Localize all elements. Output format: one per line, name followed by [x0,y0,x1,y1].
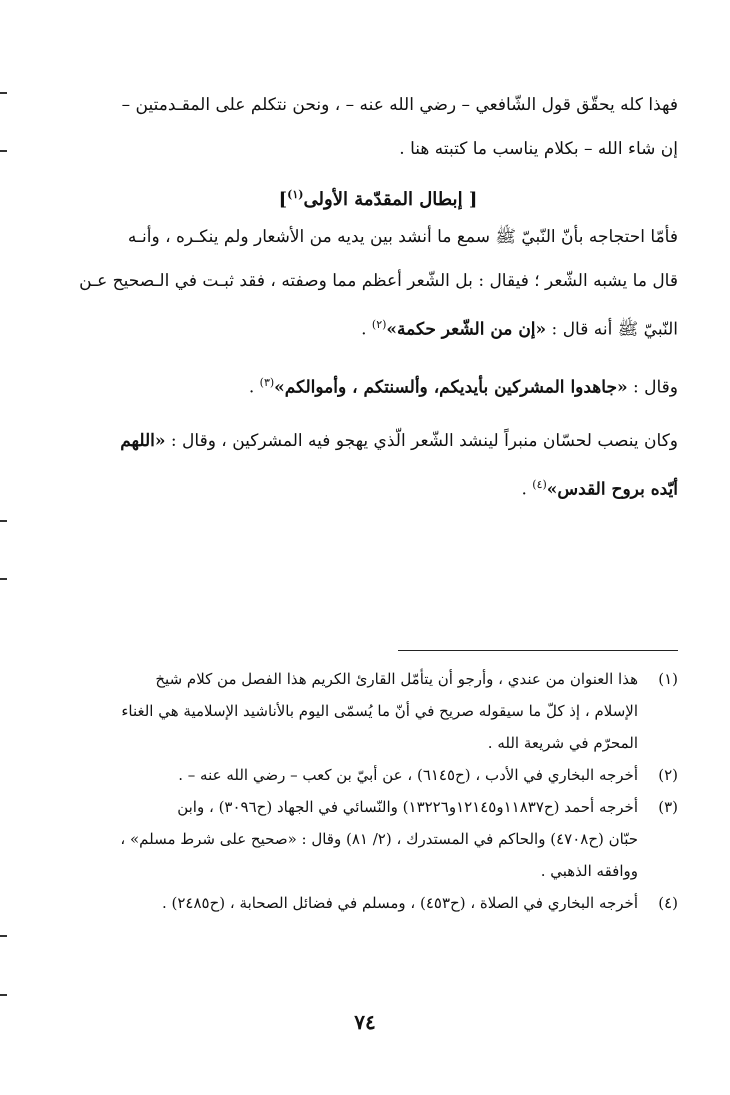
p3-end: . [248,377,260,398]
scan-mark [0,578,7,580]
footnote [78,888,678,920]
main-text [78,90,678,514]
footnote [78,792,678,888]
hadith-quote-3-end: أيّده بروح القدس» [546,479,678,500]
p4-line1 [78,426,678,470]
hadith-quote-2: «جاهدوا المشركين بأيديكم، وألسنتكم ، وأموالكم» [274,377,628,398]
footnote-line: أخرجه البخاري في الأدب ، (ح٦١٤٥) ، عن أبيّ بن كعب – رضي الله عنه – . [178,766,638,784]
p3-line [78,368,678,412]
heading-text: [ إبطال المقدّمة الأولى [303,189,478,210]
footnote-number: (٣) [658,798,678,816]
footnote-ref-2: (٢) [371,318,387,331]
p4-line2-end: . [521,479,533,500]
p2-line1: فأمّا احتجاجه بأنّ النّبيّ ﷺ سمع ما أنشد بين يديه من الأشعار ولم ينكـره ، وأنـه [127,227,678,247]
footnote-line: ووافقه الذهبي . [540,862,638,880]
scan-mark [0,92,7,94]
footnote [78,760,678,792]
footnote-line: أخرجه البخاري في الصلاة ، (ح٤٥٣) ، ومسلم في فضائل الصحابة ، (ح٢٤٨٥) . [161,894,638,912]
p1-line2: إن شاء الله – بكلام يناسب ما كتبته هنا . [399,139,678,159]
footnote-line: الإسلام ، إذ كلّ ما سيقوله صريح في أنّ ما يُسمّى اليوم بالأناشيد الإسلامية هي الغناء [121,702,638,720]
footnote-number: (١) [658,670,678,688]
footnotes [78,664,678,920]
page-number: ٧٤ [354,1010,376,1034]
heading-footnote-ref: (١) [287,188,304,201]
footnote-ref-4: (٤) [532,478,547,491]
footnote-number: (٤) [658,894,678,912]
scan-mark [0,150,7,152]
footnote-line: حبّان (ح٤٧٠٨) والحاكم في المستدرك ، (٢/ ٨١) وقال : «صحيح على شرط مسلم» ، [120,830,638,848]
p2-line3-pre: النّبيّ ﷺ أنه قال : [546,319,678,340]
footnote-line: المحرّم في شريعة الله . [487,734,638,752]
p2-line2: قال ما يشبه الشّعر ؛ فيقال : بل الشّعر أعظم مما وصفته ، فقد ثبـت في الـصحيح عـن [79,271,678,291]
p4-line1-pre: وكان ينصب لحسّان منبراً لينشد الشّعر الّذي يهجو فيه المشركين ، وقال : [165,431,678,451]
footnote [78,664,678,760]
p2-line3-end: . [361,319,372,340]
p3-pre: وقال : [627,377,678,398]
hadith-quote-3-start: «اللهم [120,431,166,451]
p4-line2 [78,470,678,514]
footnote-number: (٢) [658,766,678,784]
scan-mark [0,935,7,937]
p2-line3 [78,310,678,354]
footnote-line: أخرجه أحمد (ح١١٨٣٧و١٢١٤٥و١٣٢٢٦) والنّسائي في الجهاد (ح٣٠٩٦) ، وابن [177,798,638,816]
footnote-ref-3: (٣) [259,376,275,389]
section-heading [78,178,678,222]
footnote-divider [398,650,678,651]
p1-line1: فهذا كله يحقّق قول الشّافعي – رضي الله عنه – ، ونحن نتكلم على المقـدمتين – [121,95,678,115]
footnote-line: هذا العنوان من عندي ، وأرجو أن يتأمّل القارئ الكريم هذا الفصل من كلام شيخ [155,670,638,688]
scan-mark [0,994,7,996]
heading-close: ] [278,189,288,210]
scan-mark [0,520,7,522]
hadith-quote-1: «إن من الشّعر حكمة» [386,319,547,340]
